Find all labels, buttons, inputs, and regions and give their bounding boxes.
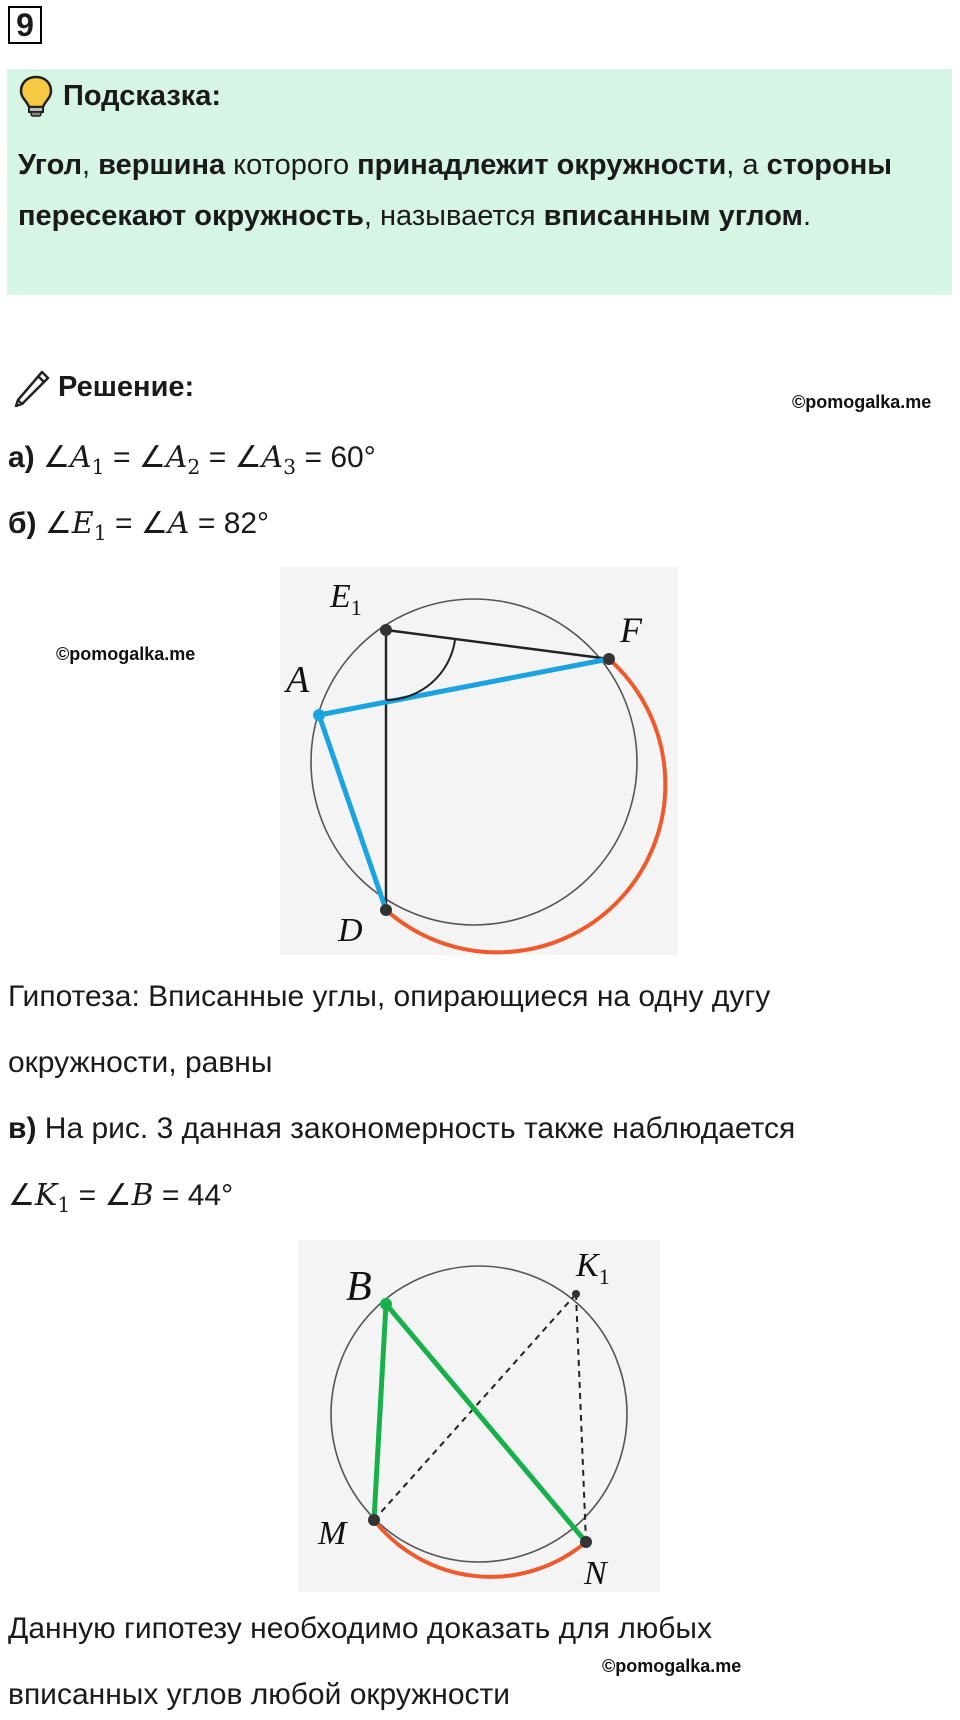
- label-m: M: [318, 1515, 347, 1552]
- point-n: [580, 1536, 592, 1548]
- label-e1: $E_1$: [330, 578, 362, 620]
- point-e1: [380, 624, 392, 636]
- pencil-icon: [10, 366, 52, 408]
- chord-k1n: [576, 1294, 586, 1542]
- chord-af: [319, 659, 609, 715]
- point-m: [368, 1514, 380, 1526]
- point-f: [603, 653, 615, 665]
- point-a: [313, 709, 325, 721]
- circle: [311, 599, 637, 925]
- arc-fd: [386, 659, 665, 952]
- watermark: ©pomogalka.me: [602, 1656, 742, 1676]
- arc-mn: [374, 1520, 586, 1577]
- label-f: F: [620, 610, 642, 650]
- point-k1: [572, 1290, 580, 1298]
- label-d: D: [338, 912, 363, 949]
- conclusion-line-1: Данную гипотезу необходимо доказать для любых: [8, 1612, 712, 1645]
- answer-b: б) $\angle E_1$ = ∠A = 82°: [8, 506, 270, 545]
- chord-bn: [386, 1304, 586, 1542]
- hypothesis-line-1: Гипотеза: Вписанные углы, опирающиеся на одну дугу: [8, 980, 771, 1013]
- label-b: B: [346, 1264, 372, 1310]
- point-b: [380, 1298, 392, 1310]
- chord-bm: [374, 1304, 386, 1520]
- watermark: ©pomogalka.me: [56, 644, 196, 664]
- label-n: N: [584, 1555, 607, 1592]
- chord-ad: [319, 715, 386, 910]
- answer-c-text: в) На рис. 3 данная закономерность также наблюдается: [8, 1112, 796, 1145]
- solution-title: Решение:: [58, 371, 195, 403]
- hint-text: Угол, вершина которого принадлежит окружности, а стороны пересекают окружность, называется вписанным углом.: [18, 149, 892, 232]
- conclusion-line-2: вписанных углов любой окружности: [8, 1678, 511, 1711]
- task-number: 9: [8, 6, 42, 44]
- watermark: ©pomogalka.me: [792, 392, 932, 412]
- label-k1: $K_1$: [576, 1247, 610, 1289]
- point-d: [380, 904, 392, 916]
- figure-1-diagram: [280, 567, 678, 955]
- hypothesis-line-2: окружности, равны: [8, 1046, 273, 1079]
- label-a: A: [286, 659, 310, 701]
- figure-2-diagram: [298, 1240, 660, 1592]
- answer-c-formula: $\angle K_1$ = ∠B = 44°: [8, 1178, 234, 1217]
- answer-a: а) $\angle A_1$ = $\angle A_2$ = $\angle A_3 = 60^\circ$: [8, 440, 376, 479]
- lightbulb-icon: [18, 74, 54, 118]
- hint-title: Подсказка:: [63, 80, 222, 112]
